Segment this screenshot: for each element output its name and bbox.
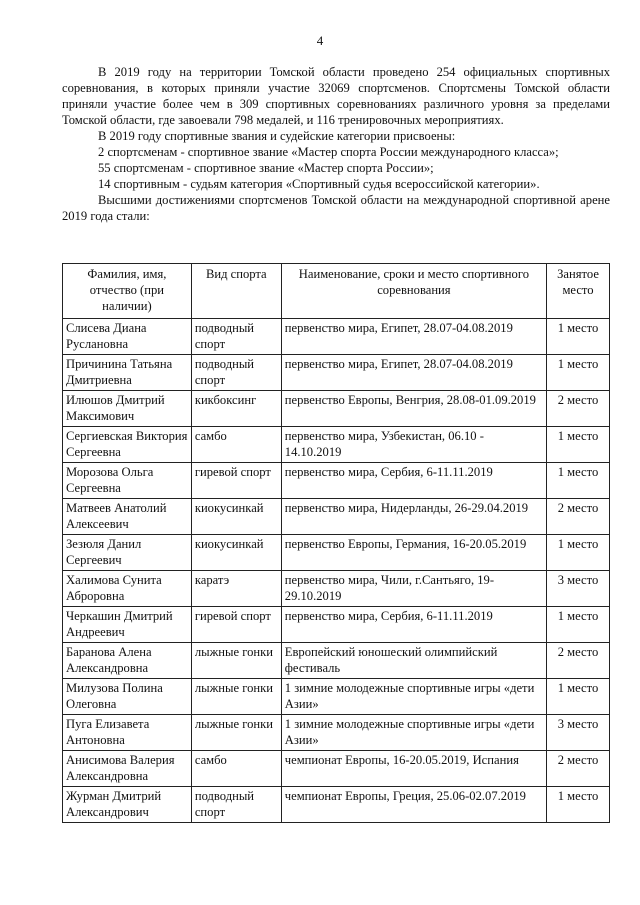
cell-name: Слисева Диана Руслановна (63, 319, 192, 355)
table-row (63, 571, 610, 607)
cell-sport: подводный спорт (191, 319, 281, 355)
cell-sport: каратэ (191, 571, 281, 607)
paragraph-achievements-intro: Высшими достижениями спортсменов Томской области на международной спортивной арене 2019 года стали: (62, 193, 610, 223)
page-number: 4 (316, 33, 324, 48)
table-row (63, 643, 610, 679)
cell-competition: первенство мира, Сербия, 6-11.11.2019 (281, 607, 546, 643)
cell-place: 3 место (547, 571, 610, 607)
cell-sport: лыжные гонки (191, 679, 281, 715)
cell-place: 1 место (547, 787, 610, 823)
paragraph-titles-heading: В 2019 году спортивные звания и судейские категории присвоены: (98, 129, 456, 143)
cell-competition: первенство Европы, Германия, 16-20.05.2019 (281, 535, 546, 571)
cell-sport: гиревой спорт (191, 607, 281, 643)
cell-place: 1 место (547, 319, 610, 355)
cell-competition: чемпионат Европы, 16-20.05.2019, Испания (281, 751, 546, 787)
cell-place: 2 место (547, 391, 610, 427)
cell-place: 1 место (547, 607, 610, 643)
table-row (63, 751, 610, 787)
cell-sport: самбо (191, 751, 281, 787)
table-row (63, 463, 610, 499)
cell-name: Сергиевская Виктория Сергеевна (63, 427, 192, 463)
table-header-row (63, 264, 610, 319)
cell-place: 1 место (547, 535, 610, 571)
table-row (63, 607, 610, 643)
cell-place: 2 место (547, 751, 610, 787)
cell-name: Журман Дмитрий Александрович (63, 787, 192, 823)
header-competition: Наименование, сроки и место спортивного соревнования (281, 264, 546, 319)
cell-competition: чемпионат Европы, Греция, 25.06-02.07.2019 (281, 787, 546, 823)
cell-sport: самбо (191, 427, 281, 463)
cell-name: Баранова Алена Александровна (63, 643, 192, 679)
cell-name: Матвеев Анатолий Алексеевич (63, 499, 192, 535)
cell-competition: 1 зимние молодежные спортивные игры «дети Азии» (281, 715, 546, 751)
cell-competition: первенство мира, Узбекистан, 06.10 - 14.10.2019 (281, 427, 546, 463)
cell-competition: первенство мира, Сербия, 6-11.11.2019 (281, 463, 546, 499)
cell-place: 2 место (547, 499, 610, 535)
header-sport: Вид спорта (191, 264, 281, 319)
paragraph-mastersport: 55 спортсменам - спортивное звание «Мастер спорта России»; (98, 161, 434, 175)
paragraph-mastersport-international: 2 спортсменам - спортивное звание «Мастер спорта России международного класса»; (98, 145, 559, 159)
cell-name: Пуга Елизавета Антоновна (63, 715, 192, 751)
table-row (63, 715, 610, 751)
cell-place: 1 место (547, 463, 610, 499)
cell-competition: первенство мира, Египет, 28.07-04.08.2019 (281, 355, 546, 391)
cell-name: Анисимова Валерия Александровна (63, 751, 192, 787)
header-name: Фамилия, имя, отчество (при наличии) (63, 264, 192, 319)
cell-name: Милузова Полина Олеговна (63, 679, 192, 715)
cell-sport: лыжные гонки (191, 715, 281, 751)
cell-name: Причинина Татьяна Дмитриевна (63, 355, 192, 391)
cell-sport: киокусинкай (191, 535, 281, 571)
table-row (63, 319, 610, 355)
cell-place: 2 место (547, 643, 610, 679)
table-row (63, 787, 610, 823)
table-row (63, 679, 610, 715)
cell-competition: первенство Европы, Венгрия, 28.08-01.09.2019 (281, 391, 546, 427)
cell-competition: 1 зимние молодежные спортивные игры «дети Азии» (281, 679, 546, 715)
cell-name: Черкашин Дмитрий Андреевич (63, 607, 192, 643)
cell-place: 1 место (547, 355, 610, 391)
cell-sport: кикбоксинг (191, 391, 281, 427)
cell-sport: гиревой спорт (191, 463, 281, 499)
cell-sport: подводный спорт (191, 787, 281, 823)
cell-sport: подводный спорт (191, 355, 281, 391)
cell-competition: Европейский юношеский олимпийский фестиваль (281, 643, 546, 679)
paragraph-intro: В 2019 году на территории Томской области проведено 254 официальных спортивных соревнования, в которых приняли участие 32069 спортсменов. Спортсмены Томской области приняли участие более чем в 309 спортивных соревнованиях различного уровня за пределами Томской области, где завоевали 798 медалей, и 116 тренировочных мероприятиях. (62, 65, 610, 127)
cell-name: Морозова Ольга Сергеевна (63, 463, 192, 499)
achievements-table (62, 263, 610, 823)
paragraph-judges: 14 спортивным - судьям категория «Спортивный судья всероссийской категории». (98, 177, 540, 191)
cell-name: Зезюля Данил Сергеевич (63, 535, 192, 571)
table-row (63, 355, 610, 391)
header-place: Занятое место (547, 264, 610, 319)
body-text (62, 64, 610, 224)
cell-competition: первенство мира, Нидерланды, 26-29.04.2019 (281, 499, 546, 535)
table-row (63, 499, 610, 535)
table-row (63, 391, 610, 427)
cell-name: Илюшов Дмитрий Максимович (63, 391, 192, 427)
cell-sport: лыжные гонки (191, 643, 281, 679)
cell-sport: киокусинкай (191, 499, 281, 535)
cell-place: 1 место (547, 427, 610, 463)
cell-name: Халимова Сунита Аброровна (63, 571, 192, 607)
table-row (63, 427, 610, 463)
cell-competition: первенство мира, Египет, 28.07-04.08.2019 (281, 319, 546, 355)
cell-place: 1 место (547, 679, 610, 715)
table-row (63, 535, 610, 571)
cell-place: 3 место (547, 715, 610, 751)
cell-competition: первенство мира, Чили, г.Сантьяго, 19-29.10.2019 (281, 571, 546, 607)
